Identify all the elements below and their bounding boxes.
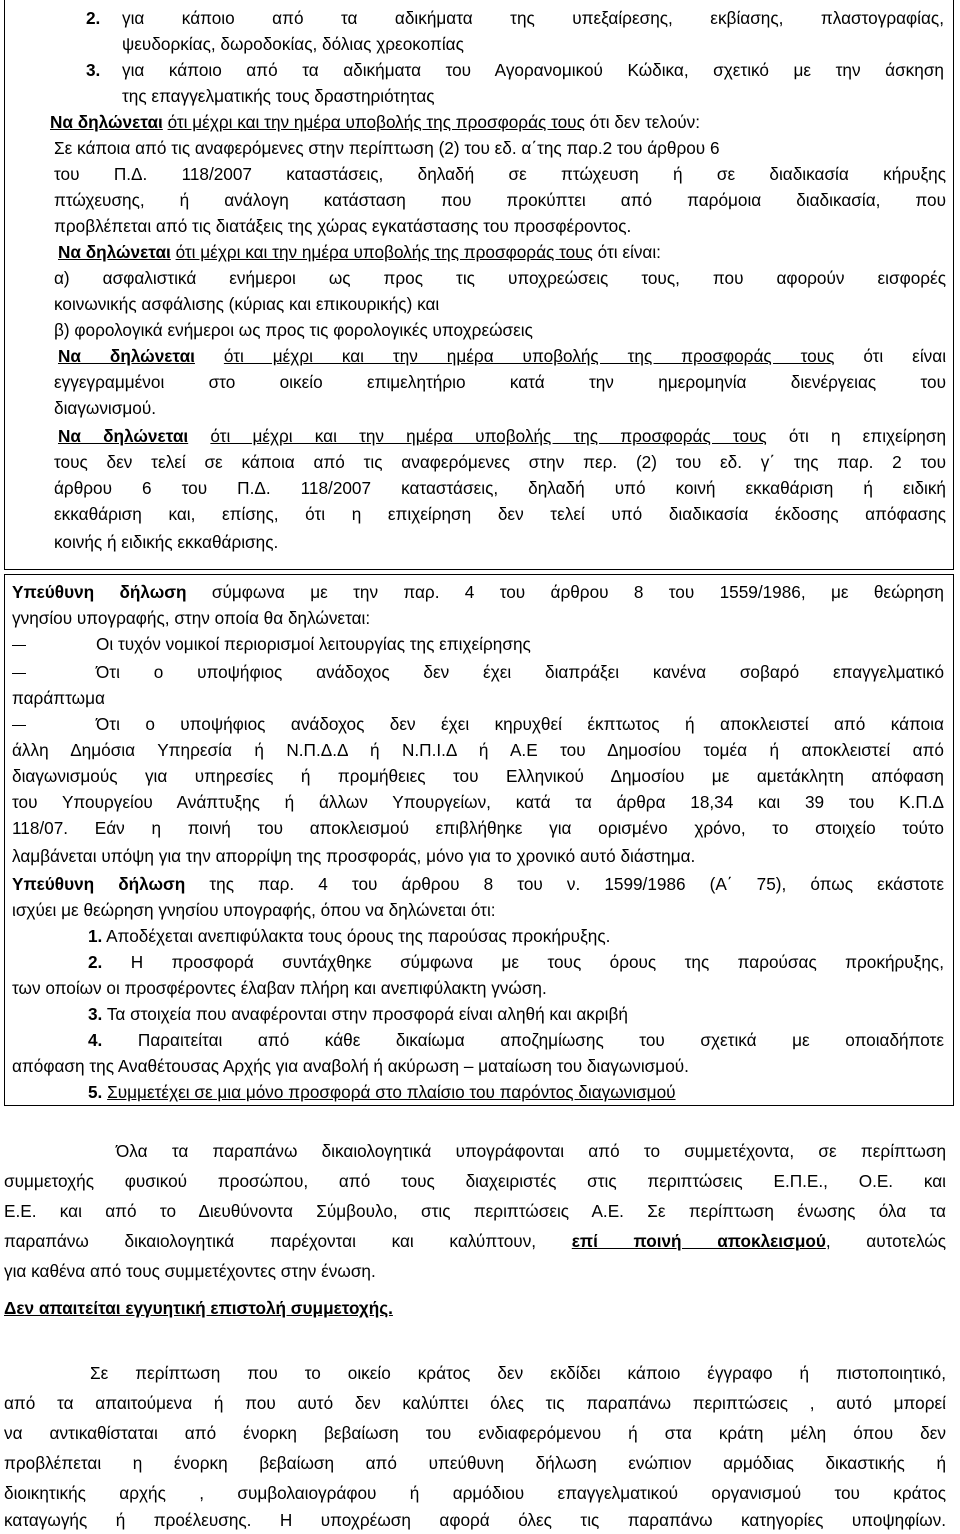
dash-item-3-line-6: λαμβάνεται υπόψη για την απορρίψη της προσφοράς, μόνο για το χρονικό αυτό διάστημα. <box>12 846 696 866</box>
paragraph-2-line-6: καταγωγής ή προέλευσης. Η υποχρέωση αφορά όλες τις παραπάνω κατηγορίες υποψηφίων. <box>4 1510 946 1530</box>
declaration-b-item-a-line-1: α) ασφαλιστικά ενήμεροι ως προς τις υποχρεώσεις τους, που αφορούν εισφορές <box>54 268 946 288</box>
dash-item-3-line-5: 118/07. Εάν η ποινή του αποκλεισμού επιβλήθηκε για ορισμένο χρόνο, το στοιχείο τούτο <box>12 818 944 838</box>
dash-item-1: Οι τυχόν νομικοί περιορισμοί λειτουργίας της επιχείρησης <box>96 634 531 654</box>
responsible-declaration-1-line-2: γνησίου υπογραφής, στην οποία θα δηλώνεται: <box>12 608 371 628</box>
dash-item-3-line-4: του Υπουργείου Ανάπτυξης ή άλλων Υπουργείων, κατά τα άρθρα 18,34 και 39 του Κ.Π.Δ <box>12 792 944 812</box>
declaration-d-line-3: άρθρου 6 του Π.Δ. 118/2007 καταστάσεις, δηλαδή υπό κοινή εκκαθάριση ή ειδική <box>54 478 946 498</box>
dash-item-2-line-1: Ότι ο υποψήφιος ανάδοχος δεν έχει διαπράξει κανένα σοβαρό επαγγελματικό <box>96 662 944 682</box>
declaration-b-heading: Να δηλώνεται <box>58 242 171 262</box>
numbered-item-4-line-2: απόφαση της Αναθέτουσας Αρχής για αναβολή ή ακύρωση – ματαίωση του διαγωνισμού. <box>12 1056 689 1076</box>
numbered-item-5: 5. Συμμετέχει σε μια μόνο προσφορά στο πλαίσιο του παρόντος διαγωνισμού <box>88 1082 676 1102</box>
dash-item-2-line-2: παράπτωμα <box>12 688 105 708</box>
dash-bullet-icon <box>12 645 26 646</box>
penalty-emphasis: επί ποινή αποκλεισμού <box>571 1231 826 1251</box>
responsible-declaration-2-line-1: Υπεύθυνη δήλωση της παρ. 4 του άρθρου 8 του ν. 1599/1986 (Α΄ 75), όπως εκάστοτε <box>12 874 944 894</box>
declaration-a-line-2: Σε κάποια από τις αναφερόμενες στην περίπτωση (2) του εδ. α΄της παρ.2 του άρθρου 6 <box>54 138 720 158</box>
responsible-declaration-2-heading: Υπεύθυνη δήλωση <box>12 874 186 894</box>
declaration-d-line-2: τους δεν τελεί σε κάποια από τις αναφερόμενες στην περ. (2) του εδ. γ΄ της παρ. 2 του <box>54 452 946 472</box>
paragraph-1-line-5: για καθένα από τους συμμετέχοντες στην ένωση. <box>4 1261 376 1281</box>
item-3-line-1: για κάποιο από τα αδικήματα του Αγορανομικού Κώδικα, σχετικό με την άσκηση <box>122 60 944 80</box>
paragraph-2-line-3: να αντικαθίσταται από ένορκη βεβαίωση του ενδιαφερόμενου ή στα κράτη μέλη όπου δεν <box>4 1423 946 1443</box>
numbered-item-1: 1. Αποδέχεται ανεπιφύλακτα τους όρους της παρούσας προκήρυξης. <box>88 926 611 946</box>
declaration-c-line-3: διαγωνισμού. <box>54 398 156 418</box>
declaration-c-heading: Να δηλώνεται <box>58 346 195 366</box>
declaration-a-line-5: προβλέπεται από τις διατάξεις της χώρας εγκατάστασης του προσφέροντος. <box>54 216 632 236</box>
item-2-number: 2. <box>86 8 101 28</box>
item-2-line-2: ψευδορκίας, δωροδοκίας, δόλιας χρεοκοπίας <box>122 34 464 54</box>
paragraph-2-line-5: διοικητικής αρχής , συμβολαιογράφου ή αρμόδιου επαγγελματικού οργανισμού του κράτος <box>4 1483 946 1503</box>
item-3-number: 3. <box>86 60 101 80</box>
declaration-d-heading: Να δηλώνεται <box>58 426 189 446</box>
no-guarantee-heading: Δεν απαιτείται εγγυητική επιστολή συμμετοχής. <box>4 1298 393 1318</box>
paragraph-1-line-1: Όλα τα παραπάνω δικαιολογητικά υπογράφονται από το συμμετέχοντα, σε περίπτωση <box>116 1141 946 1161</box>
dash-bullet-icon <box>12 725 26 726</box>
declaration-d-line-4: εκκαθάριση και, επίσης, ότι η επιχείρηση δεν τελεί υπό διαδικασία έκδοσης απόφασης <box>54 504 946 524</box>
responsible-declaration-1-heading: Υπεύθυνη δήλωση <box>12 582 187 602</box>
declaration-a-heading: Να δηλώνεται <box>50 112 163 132</box>
declaration-a-line-4: πτώχευσης, ή ανάλογη κατάσταση που προκύπτει από παρόμοια διαδικασία, που <box>54 190 946 210</box>
numbered-item-3: 3. Τα στοιχεία που αναφέρονται στην προσφορά είναι αληθή και ακριβή <box>88 1004 628 1024</box>
dash-item-3-line-2: άλλη Δημόσια Υπηρεσία ή Ν.Π.Δ.Δ ή Ν.Π.Ι.Δ ή Α.Ε του Δημοσίου τομέα ή αποκλειστεί από <box>12 740 944 760</box>
paragraph-1-line-3: Ε.Ε. και από το Διευθύνοντα Σύμβουλο, στις περιπτώσεις Α.Ε. Σε περίπτωση ένωσης όλα τα <box>4 1201 946 1221</box>
declaration-a-line-3: του Π.Δ. 118/2007 καταστάσεις, δηλαδή σε πτώχευση ή σε διαδικασία κήρυξης <box>54 164 946 184</box>
numbered-item-2-line-2: των οποίων οι προσφέροντες έλαβαν πλήρη και ανεπιφύλακτη γνώση. <box>12 978 547 998</box>
dash-item-3-line-3: διαγωνισμούς για υπηρεσίες ή προμήθειες του Ελληνικού Δημοσίου με αμετάκλητη απόφαση <box>12 766 944 786</box>
declaration-c-line-2: εγγεγραμμένοι στο οικείο επιμελητήριο κατά την ημερομηνία διενέργειας του <box>54 372 946 392</box>
paragraph-2-line-2: από τα απαιτούμενα ή που αυτό δεν καλύπτει όλες τις παραπάνω περιπτώσεις , αυτό μπορεί <box>4 1393 946 1413</box>
declaration-b-item-a-line-2: κοινωνικής ασφάλισης (κύριας και επικουρικής) και <box>54 294 440 314</box>
dash-bullet-icon <box>12 673 26 674</box>
declaration-a-line-1: Να δηλώνεται ότι μέχρι και την ημέρα υποβολής της προσφοράς τους ότι δεν τελούν: <box>50 112 701 132</box>
paragraph-1-line-2: συμμετοχής φυσικού προσώπου, από τους διαχειριστές στις περιπτώσεις Ε.Π.Ε., Ο.Ε. και <box>4 1171 946 1191</box>
declaration-d-line-1: Να δηλώνεται ότι μέχρι και την ημέρα υποβολής της προσφοράς τους ότι η επιχείρηση <box>58 426 947 446</box>
numbered-item-2-line-1: 2. Η προσφορά συντάχθηκε σύμφωνα με τους όρους της παρούσας προκήρυξης, <box>88 952 944 972</box>
paragraph-1-line-4: παραπάνω δικαιολογητικά παρέχονται και καλύπτουν, επί ποινή αποκλεισμού, αυτοτελώς <box>4 1231 946 1251</box>
item-2-line-1: για κάποιο από τα αδικήματα της υπεξαίρεσης, εκβίασης, πλαστογραφίας, <box>122 8 944 28</box>
item-3-line-2: της επαγγελματικής τους δραστηριότητας <box>122 86 435 106</box>
paragraph-2-line-4: προβλέπεται η ένορκη βεβαίωση από υπεύθυνη δήλωση ενώπιον αρμόδιας δικαστικής ή <box>4 1453 946 1473</box>
responsible-declaration-2-line-2: ισχύει με θεώρηση γνησίου υπογραφής, όπου να δηλώνεται ότι: <box>12 900 496 920</box>
dash-item-3-line-1: Ότι ο υποψήφιος ανάδοχος δεν έχει κηρυχθεί έκπτωτος ή αποκλειστεί από κάποια <box>96 714 944 734</box>
declaration-c-line-1: Να δηλώνεται ότι μέχρι και την ημέρα υποβολής της προσφοράς τους ότι είναι <box>58 346 947 366</box>
declaration-d-line-5: κοινής ή ειδικής εκκαθάρισης. <box>54 532 279 552</box>
declaration-b-line-1: Να δηλώνεται ότι μέχρι και την ημέρα υποβολής της προσφοράς τους ότι είναι: <box>58 242 661 262</box>
paragraph-2-line-1: Σε περίπτωση που το οικείο κράτος δεν εκδίδει κάποιο έγγραφο ή πιστοποιητικό, <box>90 1363 946 1383</box>
declaration-b-item-b: β) φορολογικά ενήμεροι ως προς τις φορολογικές υποχρεώσεις <box>54 320 533 340</box>
numbered-item-4-line-1: 4. Παραιτείται από κάθε δικαίωμα αποζημίωσης του σχετικά με οποιαδήποτε <box>88 1030 945 1050</box>
responsible-declaration-1-line-1: Υπεύθυνη δήλωση σύμφωνα με την παρ. 4 του άρθρου 8 του 1559/1986, με θεώρηση <box>12 582 944 602</box>
